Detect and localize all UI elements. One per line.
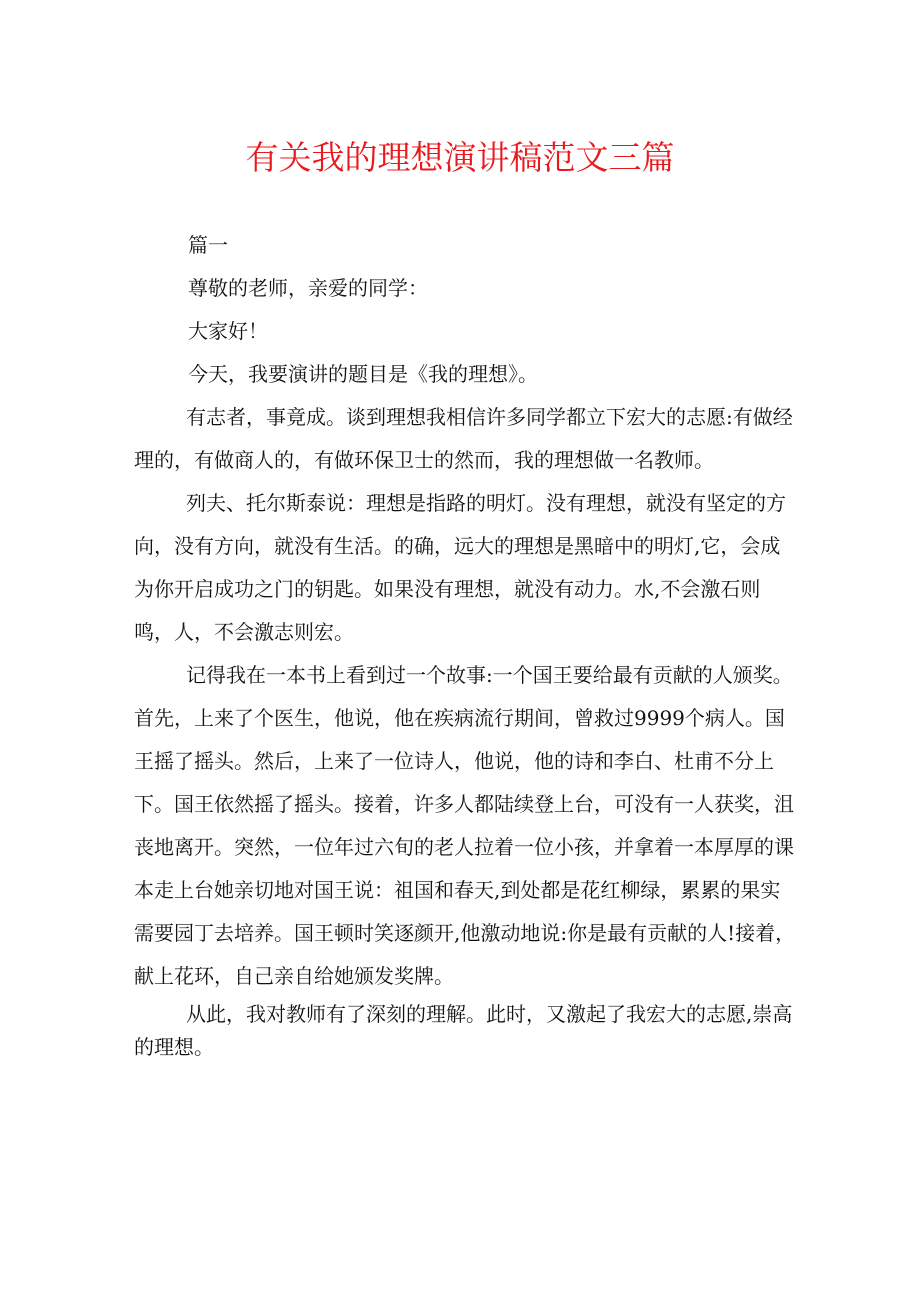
paragraph: 记得我在一本书上看到过一个故事:一个国王要给最有贡献的人颁奖。首先，上来了个医生，他说，他在疾病流行期间，曾救过9999个病人。国王摇了摇头。然后，上来了一位诗人，他说，他的诗和李白、杜甫不分上下。国王依然摇了摇头。接着，许多人都陆续登上台，可没有一人获奖，沮丧地离开。突然，一位年过六旬的老人拉着一位小孩，并拿着一本厚厚的课本走上台她亲切地对国王说：祖国和春天,到处都是花红柳绿，累累的果实需要园丁去培养。国王顿时笑逐颜开,他激动地说:你是最有贡献的人!接着，献上花环，自己亲自给她颁发奖牌。 [134,663,796,988]
salutation: 尊敬的老师，亲爱的同学： [188,276,428,300]
greeting: 大家好！ [188,319,268,343]
document-title: 有关我的理想演讲稿范文三篇 [245,138,675,177]
document-body [134,224,800,1064]
paragraph: 从此，我对教师有了深刻的理解。此时，又激起了我宏大的志愿,崇高的理想。 [134,1002,793,1059]
paragraph: 有志者，事竟成。谈到理想我相信许多同学都立下宏大的志愿:有做经理的，有做商人的，有做环保卫士的然而，我的理想做一名教师。 [134,405,793,472]
section-label: 篇一 [188,233,228,257]
paragraph: 列夫、托尔斯泰说：理想是指路的明灯。没有理想，就没有坚定的方向，没有方向，就没有生活。的确，远大的理想是黑暗中的明灯,它，会成为你开启成功之门的钥匙。如果没有理想，就没有动力。水,不会激石则鸣，人，不会激志则宏。 [134,491,786,644]
speech-topic: 今天，我要演讲的题目是《我的理想》。 [188,362,538,386]
